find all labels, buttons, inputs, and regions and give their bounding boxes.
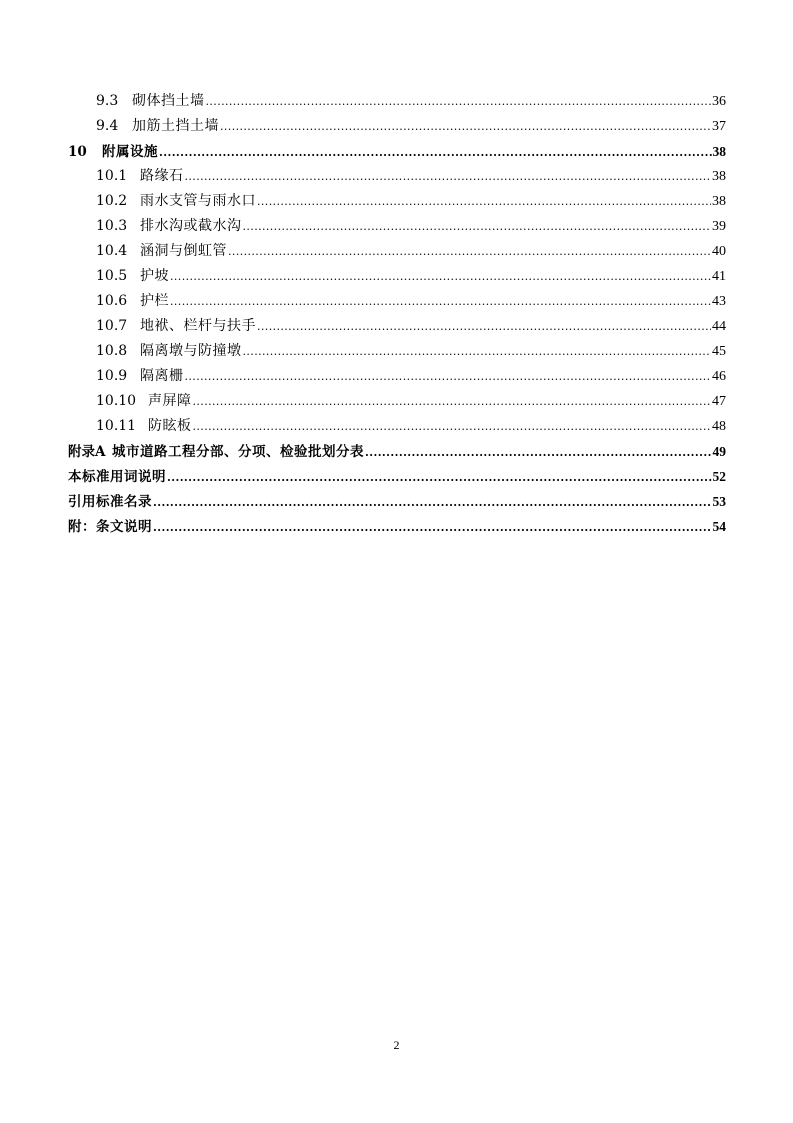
toc-leader-dots bbox=[153, 490, 712, 515]
toc-entry-title: 护栏 bbox=[140, 293, 169, 309]
toc-entry-number: 10 bbox=[68, 144, 87, 160]
toc-entry-page: 48 bbox=[712, 419, 726, 434]
toc-entry-title: 护坡 bbox=[140, 268, 169, 284]
toc-entry-number: 10.6 bbox=[96, 293, 128, 309]
toc-entry-title: 本标准用词说明 bbox=[68, 469, 166, 485]
toc-entry-page: 37 bbox=[712, 119, 726, 134]
toc-leader-dots bbox=[220, 114, 711, 139]
toc-entry[interactable] bbox=[68, 314, 726, 339]
toc-leader-dots bbox=[257, 314, 711, 339]
toc-leader-dots bbox=[170, 289, 711, 314]
toc-entry-number: 10.2 bbox=[96, 193, 128, 209]
toc-entry[interactable] bbox=[68, 214, 726, 239]
toc-entry-number: 附录A bbox=[68, 444, 106, 460]
toc-entry-title: 地袱、栏杆与扶手 bbox=[140, 318, 256, 334]
toc-entry[interactable] bbox=[68, 339, 726, 364]
toc-leader-dots bbox=[243, 214, 712, 239]
toc-entry-title: 防眩板 bbox=[148, 418, 192, 434]
toc-leader-dots bbox=[257, 189, 711, 214]
toc-entry-page: 38 bbox=[712, 194, 726, 209]
toc-entry[interactable] bbox=[68, 289, 726, 314]
toc-entry[interactable] bbox=[68, 464, 726, 489]
toc-entry-page: 46 bbox=[712, 369, 726, 384]
toc-entry-page: 53 bbox=[712, 494, 726, 509]
toc-entry-title: 城市道路工程分部、分项、检验批划分表 bbox=[112, 444, 364, 460]
toc-entry[interactable] bbox=[68, 489, 726, 514]
toc-entry-title: 排水沟或截水沟 bbox=[140, 218, 242, 234]
toc-entry-number: 10.7 bbox=[96, 318, 128, 334]
toc-entry-title: 路缘石 bbox=[140, 168, 184, 184]
toc-entry-number: 10.3 bbox=[96, 218, 128, 234]
toc-entry-number: 10.5 bbox=[96, 268, 128, 284]
toc-entry-page: 36 bbox=[712, 94, 726, 109]
toc-entry-page: 39 bbox=[712, 219, 726, 234]
toc-entry[interactable] bbox=[68, 414, 726, 439]
toc-leader-dots bbox=[193, 389, 712, 414]
toc-entry-number: 10.4 bbox=[96, 243, 128, 259]
toc-entry[interactable] bbox=[68, 364, 726, 389]
toc-entry-number: 10.9 bbox=[96, 368, 128, 384]
toc-entry[interactable] bbox=[68, 514, 726, 539]
toc-entry-title: 引用标准名录 bbox=[68, 494, 152, 510]
toc-leader-dots bbox=[365, 440, 712, 465]
toc-entry-page: 47 bbox=[712, 394, 726, 409]
toc-leader-dots bbox=[153, 515, 712, 540]
toc-entry[interactable] bbox=[68, 189, 726, 214]
toc-entry-number: 10.1 bbox=[96, 168, 128, 184]
toc-entry[interactable] bbox=[68, 114, 726, 139]
toc-entry-title: 加筋土挡土墙 bbox=[132, 118, 219, 134]
toc-entry-title: 雨水支管与雨水口 bbox=[140, 193, 256, 209]
toc-entry[interactable] bbox=[68, 239, 726, 264]
toc-entry-page: 49 bbox=[712, 444, 726, 459]
table-of-contents bbox=[68, 89, 726, 539]
toc-entry[interactable] bbox=[68, 164, 726, 189]
toc-entry-number: 9.4 bbox=[96, 118, 119, 134]
toc-leader-dots bbox=[185, 364, 712, 389]
toc-entry-page: 44 bbox=[712, 319, 726, 334]
toc-entry-title: 附：条文说明 bbox=[68, 519, 152, 535]
toc-leader-dots bbox=[159, 140, 712, 165]
toc-entry-number: 10.10 bbox=[96, 393, 137, 409]
toc-entry[interactable] bbox=[68, 264, 726, 289]
toc-entry-title: 涵洞与倒虹管 bbox=[140, 243, 227, 259]
toc-leader-dots bbox=[167, 465, 712, 490]
toc-entry-page: 45 bbox=[712, 344, 726, 359]
toc-entry-page: 38 bbox=[712, 144, 726, 159]
toc-entry-title: 隔离栅 bbox=[140, 368, 184, 384]
toc-entry-page: 54 bbox=[712, 519, 726, 534]
toc-entry[interactable] bbox=[68, 139, 726, 164]
toc-entry-number: 9.3 bbox=[96, 93, 119, 109]
toc-leader-dots bbox=[185, 164, 712, 189]
toc-leader-dots bbox=[170, 264, 711, 289]
toc-entry[interactable] bbox=[68, 439, 726, 464]
toc-entry-title: 声屏障 bbox=[148, 393, 192, 409]
toc-entry-page: 41 bbox=[712, 269, 726, 284]
toc-entry-page: 52 bbox=[712, 469, 726, 484]
toc-leader-dots bbox=[243, 339, 712, 364]
toc-leader-dots bbox=[193, 414, 712, 439]
toc-entry-page: 43 bbox=[712, 294, 726, 309]
toc-entry-page: 38 bbox=[712, 169, 726, 184]
toc-entry-title: 砌体挡土墙 bbox=[132, 93, 205, 109]
toc-entry-title: 隔离墩与防撞墩 bbox=[140, 343, 242, 359]
toc-leader-dots bbox=[206, 89, 712, 114]
toc-leader-dots bbox=[228, 239, 711, 264]
toc-entry-number: 10.11 bbox=[96, 418, 137, 434]
toc-entry-page: 40 bbox=[712, 244, 726, 259]
toc-entry-number: 10.8 bbox=[96, 343, 128, 359]
toc-entry[interactable] bbox=[68, 389, 726, 414]
toc-entry-title: 附属设施 bbox=[102, 144, 158, 160]
toc-entry[interactable] bbox=[68, 89, 726, 114]
page-number: 2 bbox=[393, 1038, 400, 1052]
